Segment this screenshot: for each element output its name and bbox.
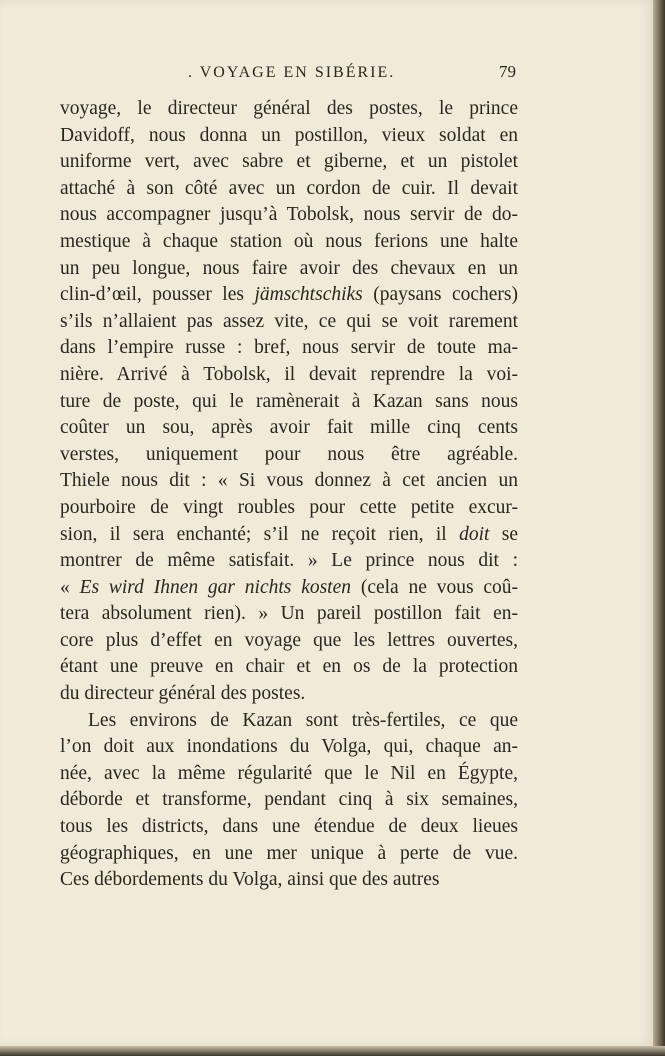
text-line: core plus d’effet en voyage que les lettres ouvertes, [60,629,518,651]
text-line: étant une preuve en chair et en os de la protection [60,656,518,678]
text-line: montrer de même satisfait. » Le prince nous dit : [60,550,518,572]
text-line: Ces débordements du Volga, ainsi que des autres [60,869,440,891]
text-line: née, avec la même régularité que le Nil en Égypte, [60,762,518,784]
text-line: « Es wird Ihnen gar nichts kosten (cela ne vous coû- [60,576,519,598]
page-header [60,62,520,86]
text-line: tera absolument rien). » Un pareil postillon fait en- [60,603,518,625]
text-line: tous les districts, dans une étendue de deux lieues [60,816,518,838]
page-number: 79 [499,62,516,81]
text-line: clin-d’œil, pousser les jämschtschiks (paysans cochers) [60,284,518,306]
text-line: Davidoff, nous donna un postillon, vieux soldat en [60,124,518,146]
text-line: pourboire de vingt roubles pour cette petite excur- [60,496,518,518]
text-line: ture de poste, qui le ramènerait à Kazan sans nous [60,390,518,412]
book-edge-right [653,0,665,1056]
text-line: l’on doit aux inondations du Volga, qui, chaque an- [60,736,518,758]
text-line: du directeur général des postes. [60,683,306,705]
italic-phrase: jämschtschiks [254,284,363,306]
text-line: sion, il sera enchanté; s’il ne reçoit rien, il doit se [60,523,518,545]
text-line: verstes, uniquement pour nous être agréable. [60,443,518,465]
text-line: déborde et transforme, pendant cinq à six semaines, [60,789,518,811]
text-line: attaché à son côté avec un cordon de cuir. Il devait [60,177,518,199]
text-line: géographiques, en une mer unique à perte de vue. [60,842,518,864]
text-line: mestique à chaque station où nous ferions une halte [60,230,518,252]
text-line: un peu longue, nous faire avoir des chevaux en un [60,257,518,279]
body-text [60,96,518,894]
text-line: uniforme vert, avec sabre et giberne, et un pistolet [60,151,518,173]
text-line: s’ils n’allaient pas assez vite, ce qui se voit rarement [60,310,518,332]
running-title: . VOYAGE EN SIBÉRIE. [188,64,396,81]
text-line: nière. Arrivé à Tobolsk, il devait reprendre la voi- [60,363,518,385]
italic-phrase: doit [459,523,490,545]
text-line: coûter un sou, après avoir fait mille cinq cents [60,417,518,439]
text-line: Les environs de Kazan sont très-fertiles, ce que [88,709,518,731]
text-line: voyage, le directeur général des postes, le prince [60,98,518,119]
text-line: Thiele nous dit : « Si vous donnez à cet ancien un [60,470,518,492]
text-line: dans l’empire russe : bref, nous servir de toute ma- [60,337,518,359]
text-line: nous accompagner jusqu’à Tobolsk, nous servir de do- [60,204,518,226]
italic-phrase: Es wird Ihnen gar nichts kosten [79,576,352,598]
book-edge-bottom [0,1046,665,1056]
